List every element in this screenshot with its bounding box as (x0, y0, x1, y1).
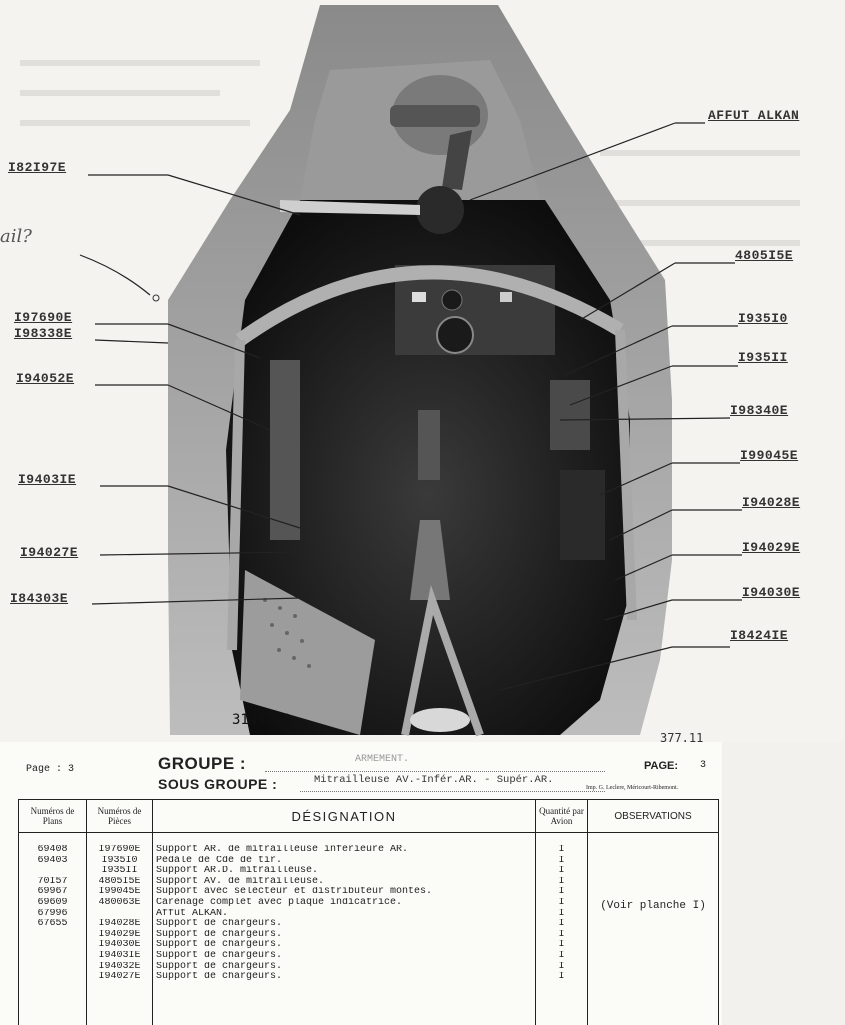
table-cell-qty: I (558, 876, 565, 887)
header-pieces: Numéros de Pièces (87, 800, 153, 833)
handwritten-note: ail? (0, 226, 32, 247)
corner-number: 377.11 (660, 731, 704, 742)
callout-I84303E: I84303E (10, 591, 69, 606)
table-cell-designation: Support de chargeurs. (156, 919, 283, 930)
callout-I94030E: I94030E (742, 585, 801, 600)
page-right-value: 3 (700, 760, 707, 771)
table-cell-plan (22, 866, 83, 877)
table-cell-plan (22, 930, 83, 941)
callout-I98338E: I98338E (14, 326, 73, 341)
header-quantite: Quantité par Avion (536, 800, 588, 833)
callout-I94028E: I94028E (742, 495, 801, 510)
sous-groupe-value: Mitrailleuse AV.-Infér.AR. - Supér.AR. (314, 774, 554, 786)
table-cell-plan (22, 951, 83, 962)
callout-affut-alkan: AFFUT ALKAN (708, 108, 800, 123)
table-cell-qty: I (558, 845, 565, 855)
table-cell-designation: Support de chargeurs. (156, 961, 283, 972)
observations-column (588, 833, 719, 1025)
pieces-column (87, 833, 153, 1025)
table-cell-qty: I (558, 929, 565, 940)
table-cell-plan (22, 972, 83, 983)
table-cell-designation: Support AV. de mitrailleuse. (156, 876, 325, 887)
table-cell-qty: I (558, 908, 565, 919)
table-cell-piece: I97690E (98, 845, 141, 855)
callout-I935II: I935II (738, 350, 788, 365)
table-cell-qty: I (558, 887, 565, 898)
table-cell-piece: I94029E (98, 929, 141, 940)
photo-number: 3149.39 (232, 712, 292, 728)
table-cell-qty: I (558, 972, 565, 983)
table-cell-designation: Support AR. de mitrailleuse inférieure AR. (156, 845, 409, 855)
table-cell-designation: Support AR.D. mitrailleuse. (156, 866, 319, 877)
parts-sheet (0, 742, 722, 1025)
table-cell-piece: I935I0 (101, 855, 138, 866)
table-cell-piece: I99045E (98, 887, 141, 898)
callout-I9403IE: I9403IE (18, 472, 77, 487)
table-cell-plan: 70I57 (37, 876, 68, 887)
header-observations: OBSERVATIONS (588, 800, 719, 833)
page-right-label: PAGE: (644, 760, 679, 772)
table-cell-qty: I (558, 950, 565, 961)
sous-groupe-dotline (300, 791, 605, 792)
table-cell-qty: I (558, 961, 565, 972)
table-cell-piece: I94027E (98, 972, 141, 983)
table-cell-piece: I94028E (98, 919, 141, 930)
table-cell-piece: I9403IE (98, 950, 141, 961)
table-cell-designation: Support avec sélecteur et distributeur montés. (156, 887, 433, 898)
callout-4805I5E: 4805I5E (735, 248, 794, 263)
table-cell-piece: 480063E (98, 897, 141, 908)
parts-table (18, 799, 719, 1025)
table-cell-plan (22, 940, 83, 951)
sous-groupe-label: SOUS GROUPE : (158, 776, 278, 792)
callout-I94027E: I94027E (20, 545, 79, 560)
callout-I935I0: I935I0 (738, 311, 788, 326)
table-cell-qty: I (558, 855, 565, 866)
table-cell-qty: I (558, 897, 565, 908)
callout-I94029E: I94029E (742, 540, 801, 555)
table-cell-plan: 67655 (37, 919, 68, 930)
table-cell-piece (90, 909, 149, 920)
table-cell-designation: Carénage complet avec plaque indicatrice. (156, 897, 403, 908)
table-cell-plan: 69609 (37, 897, 68, 908)
quantity-column (536, 833, 588, 1025)
header-plans: Numéros de Plans (19, 800, 87, 833)
page-left: Page : 3 (26, 764, 75, 775)
table-cell-qty: I (558, 940, 565, 951)
groupe-value: ARMEMENT. (355, 754, 410, 765)
table-cell-designation: Support de chargeurs. (156, 929, 283, 940)
table-body-row (19, 833, 719, 1025)
table-cell-designation: Support de chargeurs. (156, 972, 283, 983)
callout-I8424IE: I8424IE (730, 628, 789, 643)
table-cell-qty: I (558, 919, 565, 930)
table-cell-plan (22, 962, 83, 973)
table-cell-piece: 4805I5E (98, 876, 141, 887)
table-cell-plan: 69967 (37, 887, 68, 898)
groupe-label: GROUPE : (158, 754, 247, 773)
header-designation: DÉSIGNATION (153, 800, 536, 833)
callout-I94052E: I94052E (16, 371, 75, 386)
plans-column (19, 833, 87, 1025)
table-cell-designation: Support de chargeurs. (156, 950, 283, 961)
table-cell-designation: Support de chargeurs. (156, 940, 283, 951)
callout-I82I97E: I82I97E (8, 160, 67, 175)
table-cell-plan: 69403 (37, 855, 68, 866)
table-cell-qty: I (558, 866, 565, 877)
designation-column (153, 833, 536, 1025)
callout-I99045E: I99045E (740, 448, 799, 463)
groupe-dotline (265, 771, 605, 772)
table-cell-piece: I935II (101, 866, 138, 877)
table-cell-piece: I94032E (98, 961, 141, 972)
table-cell-plan: 69408 (37, 845, 68, 855)
observation-text: (Voir planche I) (600, 900, 706, 912)
table-cell-plan: 67996 (37, 908, 68, 919)
callout-I98340E: I98340E (730, 403, 789, 418)
table-cell-piece: I94030E (98, 940, 141, 951)
table-cell-designation: Affût ALKAN. (156, 908, 229, 919)
table-cell-designation: Pédale de Cde de tir. (156, 855, 283, 866)
callout-I97690E: I97690E (14, 310, 73, 325)
printer-imprint: Imp. G. Leclere, Méricourt-Ribemont. (586, 785, 679, 791)
